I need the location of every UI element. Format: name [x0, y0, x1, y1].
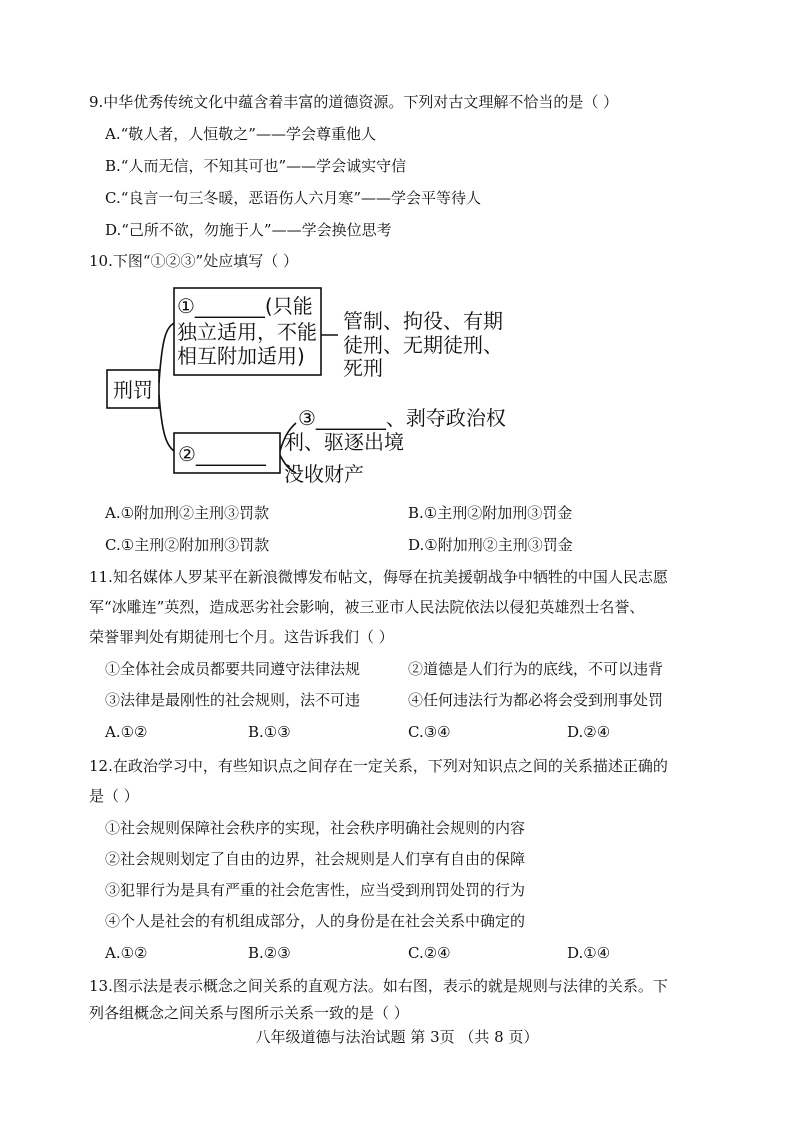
branch1-line1: 管制、拘役、有期 — [343, 309, 503, 333]
q11-item-1: ①全体社会成员都要共同遵守法律法规 — [105, 660, 361, 678]
branch1-line3: 死刑 — [343, 356, 383, 380]
q12-item-1: ①社会规则保障社会秩序的实现，社会秩序明确社会规则的内容 — [105, 819, 526, 837]
q12-option-c: C.②④ — [408, 944, 451, 962]
q11-item-3: ③法律是最刚性的社会规则，法不可违 — [105, 691, 361, 709]
q12-item-4: ④个人是社会的有机组成部分，人的身份是在社会关系中确定的 — [105, 912, 526, 930]
q9-stem: 9.中华优秀传统文化中蕴含着丰富的道德资源。下列对古文理解不恰当的是（ ） — [89, 93, 619, 111]
q12-stem-line1: 12.在政治学习中，有些知识点之间存在一定关系，下列对知识点之间的关系描述正确的 — [89, 757, 668, 775]
q13-stem-line1: 13.图示法是表示概念之间关系的直观方法。如右图，表示的就是规则与法律的关系。下 — [89, 977, 668, 995]
q12-item-2: ②社会规则划定了自由的边界，社会规则是人们享有自由的保障 — [105, 850, 526, 868]
q11-stem-line3: 荣誉罪判处有期徒刑七个月。这告诉我们（ ） — [89, 628, 394, 646]
q11-item-2: ②道德是人们行为的底线，不可以违背 — [408, 660, 664, 678]
box2-label: ②_______ — [178, 442, 266, 466]
box1-line3: 相互附加适用) — [177, 344, 305, 368]
q12-option-b: B.②③ — [248, 944, 291, 962]
q10-option-a: A.①附加刑②主刑③罚款 — [105, 504, 270, 522]
q11-option-b: B.①③ — [248, 723, 291, 741]
q11-stem-line2: 军“冰雕连”英烈，造成恶劣社会影响，被三亚市人民法院依法以侵犯英雄烈士名誉、 — [89, 598, 645, 616]
q9-option-b: B.“人而无信，不知其可也”——学会诚实守信 — [105, 157, 407, 175]
q13-stem-line2: 列各组概念之间关系与图所示关系一致的是（ ） — [89, 1004, 409, 1022]
q10-option-d: D.①附加刑②主刑③罚金 — [408, 536, 573, 554]
q11-option-a: A.①② — [105, 723, 148, 741]
q10-option-b: B.①主刑②附加刑③罚金 — [408, 504, 573, 522]
branch2-line2: 利、驱逐出境 — [284, 430, 404, 454]
q12-stem-line2: 是（ ） — [89, 787, 139, 805]
connector-upper — [159, 323, 174, 383]
q9-option-d: D.“己所不欲，勿施于人”——学会换位思考 — [105, 221, 392, 239]
q11-item-4: ④任何违法行为都必将会受到刑事处罚 — [408, 691, 664, 709]
q10-stem: 10.下图“①②③”处应填写（ ） — [89, 252, 298, 270]
q10-option-c: C.①主刑②附加刑③罚款 — [105, 536, 270, 554]
branch2-line1: ③_______、剥夺政治权 — [298, 406, 506, 430]
q9-option-c: C.“良言一句三冬暖，恶语伤人六月寒”——学会平等待人 — [105, 189, 482, 207]
q12-option-a: A.①② — [105, 944, 148, 962]
root-label: 刑罚 — [113, 378, 153, 402]
box1-line2: 独立适用，不能 — [177, 320, 317, 344]
box1-line1: ①_______(只能 — [177, 294, 313, 318]
branch1-line2: 徒刑、无期徒刑、 — [343, 333, 503, 357]
page-footer: 八年级道德与法治试题 第 3页 （共 8 页） — [255, 1028, 539, 1046]
branch2-line3: 没收财产 — [284, 462, 364, 486]
penalty-diagram — [100, 283, 540, 493]
q11-stem-line1: 11.知名媒体人罗某平在新浪微博发布帖文，侮辱在抗美援朝战争中牺牲的中国人民志愿 — [89, 568, 668, 586]
connector-lower — [159, 395, 174, 451]
q12-option-d: D.①④ — [567, 944, 611, 962]
q11-option-d: D.②④ — [567, 723, 611, 741]
q12-item-3: ③犯罪行为是具有严重的社会危害性，应当受到刑罚处罚的行为 — [105, 881, 526, 899]
q9-option-a: A.“敬人者，人恒敬之”——学会尊重他人 — [105, 125, 376, 143]
q11-option-c: C.③④ — [408, 723, 451, 741]
